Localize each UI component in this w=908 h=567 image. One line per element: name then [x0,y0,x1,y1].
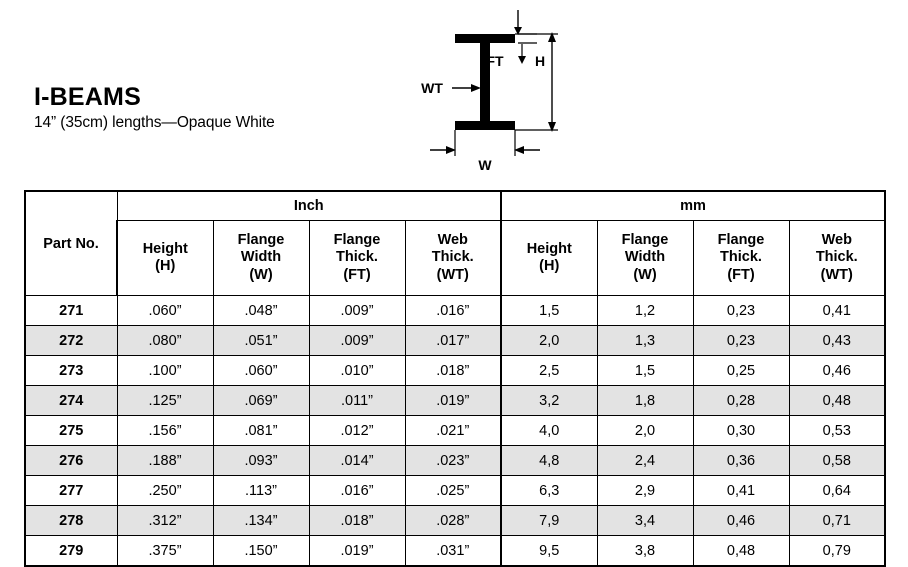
cell-inch-flange-width: .081” [213,416,309,446]
cell-inch-height: .312” [117,506,213,536]
table-row [25,536,885,567]
cell-part-no: 272 [25,326,117,356]
w-dimension [430,130,540,156]
i-beam-shape [455,34,515,130]
cell-inch-web-thick: .025” [405,476,501,506]
header-line-2: Thick. [431,249,474,266]
header-mm-height [501,221,597,296]
table-sub-header-row [25,221,885,296]
title-block [34,84,275,132]
cell-part-no: 275 [25,416,117,446]
header-inch-height [117,221,213,296]
cell-part-no: 274 [25,386,117,416]
cell-mm-flange-thick: 0,46 [693,506,789,536]
cell-mm-flange-thick: 0,30 [693,416,789,446]
cell-mm-web-thick: 0,71 [789,506,885,536]
header-line-1: Flange [621,232,669,249]
cell-inch-height: .188” [117,446,213,476]
cell-mm-height: 4,8 [501,446,597,476]
header-line-1: Flange [717,232,765,249]
cell-inch-flange-width: .150” [213,536,309,567]
cell-inch-flange-thick: .012” [309,416,405,446]
cell-inch-web-thick: .017” [405,326,501,356]
cell-inch-flange-width: .134” [213,506,309,536]
cell-mm-height: 9,5 [501,536,597,567]
cell-inch-height: .060” [117,296,213,326]
cell-mm-flange-width: 1,8 [597,386,693,416]
cell-inch-height: .100” [117,356,213,386]
label-ft: FT [486,53,504,69]
header-line-1: Web [821,232,852,249]
cell-mm-flange-width: 2,0 [597,416,693,446]
spec-table [24,190,886,567]
cell-mm-flange-width: 3,8 [597,536,693,567]
header-line-2: (H) [155,258,176,274]
cell-mm-flange-width: 1,2 [597,296,693,326]
cell-mm-flange-thick: 0,23 [693,296,789,326]
cell-mm-flange-width: 2,9 [597,476,693,506]
cell-inch-web-thick: .028” [405,506,501,536]
cell-inch-web-thick: .019” [405,386,501,416]
cell-inch-height: .250” [117,476,213,506]
page-header [0,0,908,178]
cell-inch-height: .375” [117,536,213,567]
cell-inch-flange-width: .093” [213,446,309,476]
cell-mm-flange-width: 2,4 [597,446,693,476]
cell-part-no: 277 [25,476,117,506]
cell-inch-flange-thick: .010” [309,356,405,386]
label-w: W [478,157,492,173]
header-line-1: Web [437,232,468,249]
cell-inch-flange-width: .113” [213,476,309,506]
cell-mm-flange-width: 3,4 [597,506,693,536]
header-inch-web-thick [405,221,501,296]
cell-mm-height: 3,2 [501,386,597,416]
cell-mm-flange-thick: 0,28 [693,386,789,416]
header-line-3: (WT) [436,266,469,283]
cell-inch-flange-thick: .011” [309,386,405,416]
cell-mm-web-thick: 0,41 [789,296,885,326]
table-row [25,386,885,416]
label-wt: WT [421,80,443,96]
header-line-3: (WT) [820,266,853,283]
cell-inch-flange-width: .048” [213,296,309,326]
cell-inch-flange-thick: .009” [309,326,405,356]
table-row [25,296,885,326]
cell-inch-flange-thick: .016” [309,476,405,506]
cell-inch-flange-thick: .018” [309,506,405,536]
cell-part-no: 278 [25,506,117,536]
table-row [25,446,885,476]
table-row [25,506,885,536]
table-row [25,326,885,356]
wt-dimension [452,84,481,92]
header-line-1: Height [526,240,572,257]
cell-part-no: 271 [25,296,117,326]
cell-inch-flange-width: .051” [213,326,309,356]
cell-mm-height: 7,9 [501,506,597,536]
cell-inch-web-thick: .031” [405,536,501,567]
header-inch-flange-thick [309,221,405,296]
cell-part-no: 279 [25,536,117,567]
cell-inch-web-thick: .023” [405,446,501,476]
header-line-2: Thick. [720,249,762,266]
cell-mm-web-thick: 0,48 [789,386,885,416]
table-group-header-row [25,191,885,221]
cell-part-no: 276 [25,446,117,476]
cell-inch-flange-thick: .019” [309,536,405,567]
cell-mm-web-thick: 0,46 [789,356,885,386]
header-group-mm: mm [501,191,885,221]
header-line-1: Height [142,240,188,257]
cell-mm-flange-width: 1,3 [597,326,693,356]
header-line-3: (W) [633,266,657,283]
label-h: H [534,53,546,69]
header-line-3: (W) [249,266,273,283]
header-line-3: (FT) [343,266,371,283]
cell-mm-flange-thick: 0,36 [693,446,789,476]
cell-inch-height: .080” [117,326,213,356]
cell-mm-height: 2,0 [501,326,597,356]
cell-mm-web-thick: 0,58 [789,446,885,476]
cell-mm-height: 2,5 [501,356,597,386]
cell-mm-web-thick: 0,79 [789,536,885,567]
cell-mm-flange-width: 1,5 [597,356,693,386]
i-beam-diagram [400,4,590,174]
header-part-no: Part No. [25,191,117,296]
cell-mm-height: 1,5 [501,296,597,326]
cell-inch-web-thick: .016” [405,296,501,326]
table-row [25,356,885,386]
cell-mm-web-thick: 0,53 [789,416,885,446]
page-subtitle: 14” (35cm) lengths—Opaque White [34,114,275,132]
cell-mm-flange-thick: 0,25 [693,356,789,386]
cell-mm-flange-thick: 0,23 [693,326,789,356]
table-row [25,416,885,446]
cell-inch-flange-width: .069” [213,386,309,416]
cell-mm-flange-thick: 0,41 [693,476,789,506]
header-group-inch: Inch [117,191,501,221]
header-line-2: Width [240,249,282,266]
header-line-2: Thick. [815,249,858,266]
spec-table-wrapper [24,190,884,567]
cell-mm-web-thick: 0,64 [789,476,885,506]
cell-inch-web-thick: .021” [405,416,501,446]
header-line-2: Width [624,249,666,266]
header-line-2: (H) [539,258,560,274]
cell-mm-web-thick: 0,43 [789,326,885,356]
cell-mm-height: 4,0 [501,416,597,446]
page-title: I-BEAMS [34,83,141,111]
table-row [25,476,885,506]
spec-table-body [25,296,885,567]
cell-inch-flange-thick: .009” [309,296,405,326]
cell-inch-height: .156” [117,416,213,446]
cell-part-no: 273 [25,356,117,386]
header-line-1: Flange [333,232,381,249]
header-inch-flange-width [213,221,309,296]
cell-inch-web-thick: .018” [405,356,501,386]
cell-mm-height: 6,3 [501,476,597,506]
header-line-2: Thick. [336,249,378,266]
header-line-3: (FT) [727,266,755,283]
cell-inch-flange-width: .060” [213,356,309,386]
cell-inch-flange-thick: .014” [309,446,405,476]
cell-inch-height: .125” [117,386,213,416]
header-mm-flange-width [597,221,693,296]
header-mm-web-thick [789,221,885,296]
ft-dimension [518,34,537,43]
header-line-1: Flange [237,232,285,249]
header-mm-flange-thick [693,221,789,296]
cell-mm-flange-thick: 0,48 [693,536,789,567]
